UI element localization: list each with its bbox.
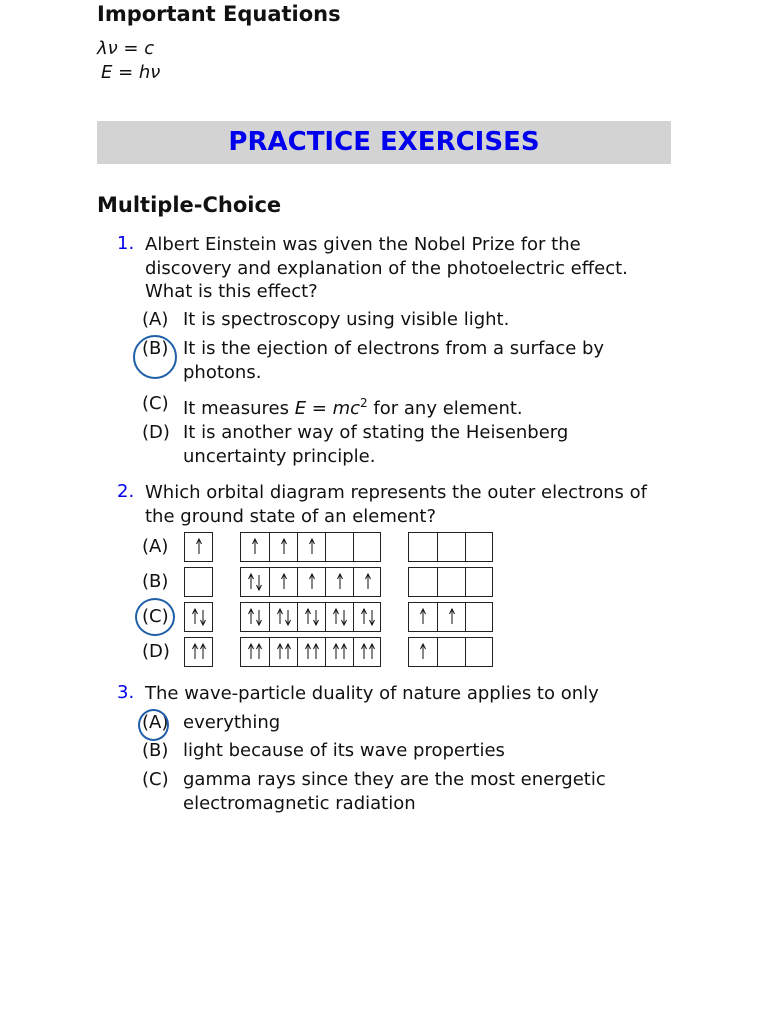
option-line: gamma rays since they are the most energetic [183,769,606,790]
orbital-cell [353,603,381,631]
orbital-cell [269,638,297,666]
option-text [183,337,604,384]
option-text-part: for any element. [367,398,523,419]
orbital-cell [353,568,381,596]
option-label: (D) [142,641,170,662]
option-label: (A) [142,712,169,733]
electron-pair-arrow-icon [354,638,381,666]
question-line: What is this effect? [145,281,318,302]
orbital-cell [297,568,325,596]
option-text-part: = [306,398,333,419]
electron-pair-arrow-icon [270,638,297,666]
electron-pair-arrow-icon [354,603,381,631]
electron-pair-arrow-icon [326,638,353,666]
orbital-cell [437,603,465,631]
orbital-cell [437,533,465,561]
math-superscript: 2 [360,396,368,410]
q1-option-d[interactable] [142,421,702,469]
electron-arrow-icon [354,568,381,596]
orbital-cell [185,533,213,561]
option-line: photons. [183,361,262,383]
question-text [145,682,599,706]
question-number: 2. [117,481,135,502]
orbital-cell [465,533,493,561]
orbital-cell [241,603,269,631]
electron-arrow-icon [409,638,437,666]
electron-arrow-icon [270,568,297,596]
orbital-box-p-row-a [240,532,381,562]
orbital-cell [241,533,269,561]
electron-arrow-icon [326,568,353,596]
q2-option-b[interactable] [142,570,168,594]
orbital-cell [409,568,437,596]
option-label: (B) [142,740,169,761]
electron-pair-arrow-icon [241,638,269,666]
option-label: (C) [142,769,169,790]
orbital-cell [409,638,437,666]
option-label: (D) [142,422,170,443]
option-label: (A) [142,309,169,330]
orbital-cell [437,638,465,666]
orbital-cell [269,568,297,596]
option-text-part: It measures [183,398,295,419]
electron-pair-arrow-icon [298,603,325,631]
question-number: 1. [117,233,135,254]
question-line: Albert Einstein was given the Nobel Prize for the [145,234,581,255]
orbital-cell [269,603,297,631]
orbital-cell [409,603,437,631]
orbital-box-d-row-b [408,567,493,597]
option-label: (C) [142,393,169,414]
orbital-cell [465,638,493,666]
option-text [183,768,606,815]
electron-pair-arrow-icon [270,603,297,631]
answer-circle-mark [133,335,177,379]
banner-title: PRACTICE EXERCISES [228,127,540,157]
orbital-cell [185,568,213,596]
orbital-box-d-row-a [408,532,493,562]
practice-exercises-banner [97,121,671,164]
electron-arrow-icon [409,603,437,631]
orbital-cell [241,568,269,596]
orbital-box-p-row-b [240,567,381,597]
option-label: (C) [142,606,169,627]
orbital-cell [353,638,381,666]
orbital-cell [465,603,493,631]
option-label: (A) [142,536,169,557]
electron-arrow-icon [185,533,213,561]
orbital-cell [325,638,353,666]
orbital-cell [241,638,269,666]
orbital-box-d-row-c [408,602,493,632]
orbital-cell [437,568,465,596]
electron-pair-arrow-icon [241,603,269,631]
answer-circle-mark [135,598,175,636]
question-line: discovery and explanation of the photoelectric effect. [145,257,628,279]
option-line: uncertainty principle. [183,445,376,467]
electron-arrow-icon [298,568,325,596]
electron-pair-arrow-icon [185,603,213,631]
question-line: The wave-particle duality of nature applies to only [145,683,599,704]
option-text [183,392,523,421]
equation-energy-frequency: E = hν [101,62,161,83]
equation-wavelength-frequency: λν = c [97,38,155,59]
q3-option-a[interactable] [142,711,702,735]
option-label: (B) [142,338,169,359]
orbital-box-p-row-c [240,602,381,632]
question-text [145,233,628,304]
q1-option-c[interactable] [142,392,702,419]
q2-option-a[interactable] [142,535,168,559]
option-text: light because of its wave properties [183,740,505,761]
orbital-box-s-row-a [184,532,213,562]
orbital-box-s-row-d [184,637,213,667]
important-equations-heading: Important Equations [97,2,341,26]
math-e: E [294,398,307,419]
option-line: electromagnetic radiation [183,792,416,814]
orbital-box-s-row-c [184,602,213,632]
electron-pair-arrow-icon [241,568,269,596]
orbital-cell [465,568,493,596]
orbital-cell [297,638,325,666]
orbital-cell [325,533,353,561]
electron-arrow-icon [438,603,465,631]
electron-pair-arrow-icon [185,638,213,666]
orbital-cell [269,533,297,561]
orbital-box-p-row-d [240,637,381,667]
orbital-cell [409,533,437,561]
orbital-cell [325,603,353,631]
question-line: Which orbital diagram represents the outer electrons of [145,482,647,503]
q2-option-d[interactable] [142,640,170,664]
q3-option-b[interactable] [142,739,702,763]
electron-pair-arrow-icon [298,638,325,666]
option-line: It is the ejection of electrons from a surface by [183,338,605,359]
electron-arrow-icon [298,533,325,561]
orbital-cell [185,638,213,666]
electron-arrow-icon [241,533,269,561]
option-text: everything [183,712,281,733]
question-text [145,481,647,528]
orbital-cell [297,603,325,631]
electron-arrow-icon [270,533,297,561]
option-line: It is another way of stating the Heisenberg [183,422,569,443]
q1-option-a[interactable] [142,308,702,332]
option-text: It is spectroscopy using visible light. [183,309,510,330]
orbital-box-d-row-d [408,637,493,667]
math-mc: mc [332,398,361,419]
q3-option-c[interactable] [142,768,702,816]
q1-option-b[interactable] [142,337,702,385]
question-line: the ground state of an element? [145,505,436,527]
option-text [183,421,568,468]
orbital-cell [325,568,353,596]
orbital-cell [353,533,381,561]
option-label: (B) [142,571,169,592]
orbital-box-s-row-b [184,567,213,597]
answer-circle-mark [138,709,169,741]
electron-pair-arrow-icon [326,603,353,631]
question-number: 3. [117,682,135,703]
orbital-cell [297,533,325,561]
orbital-cell [185,603,213,631]
multiple-choice-heading: Multiple-Choice [97,193,282,217]
